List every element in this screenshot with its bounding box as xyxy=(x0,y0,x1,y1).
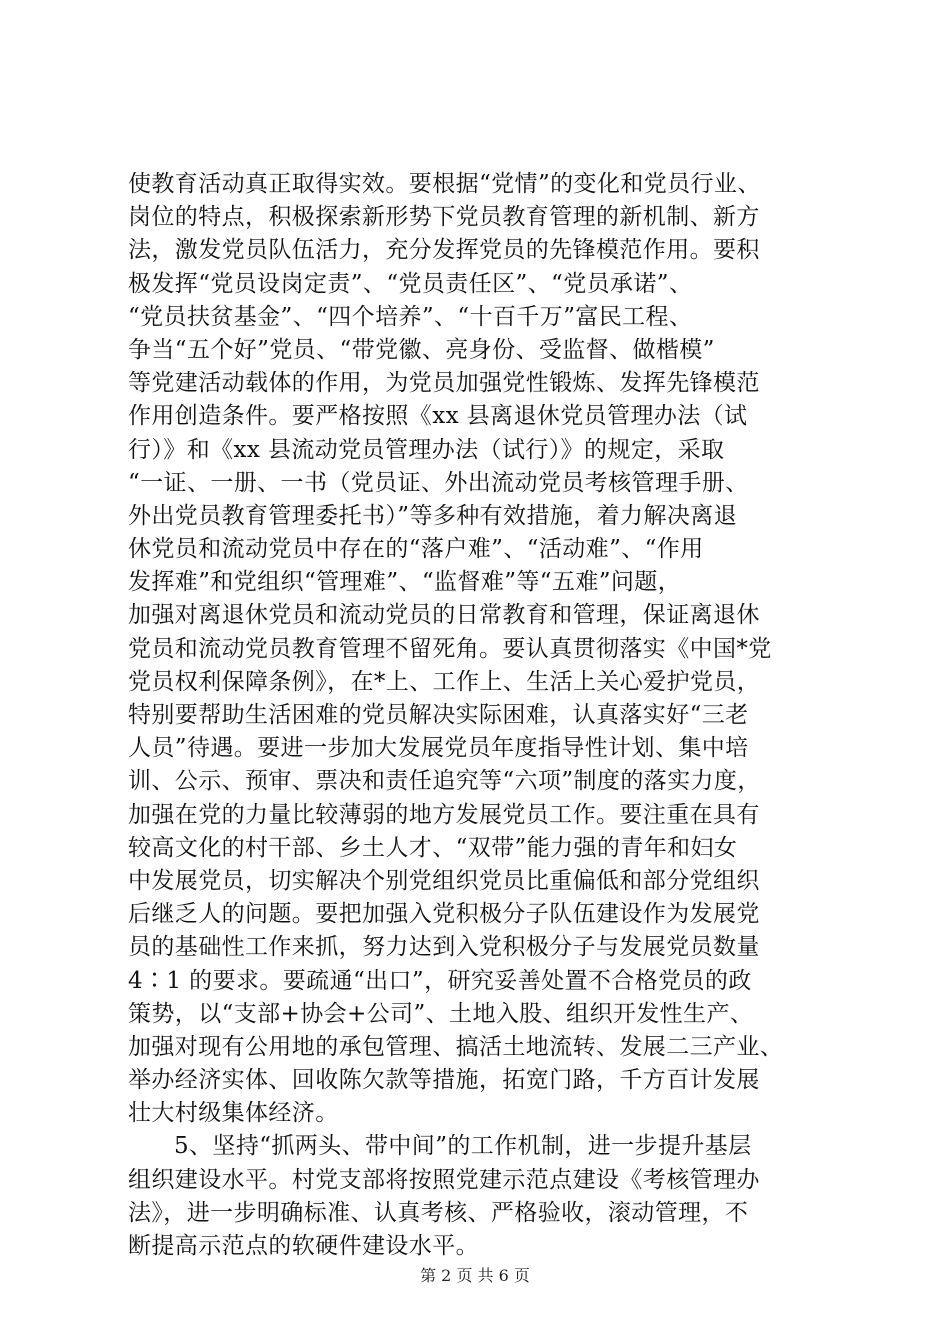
text-line: 岗位的特点，积极探索新形势下党员教育管理的新机制、新方 xyxy=(128,204,760,231)
text-line: 使教育活动真正取得实效。要根据“党情”的变化和党员行业、 xyxy=(128,171,761,197)
text-line: 人员”待遇。要进一步加大发展党员年度指导性计划、集中培 xyxy=(128,735,749,762)
text-line: 特别要帮助生活困难的党员解决实际困难，认真落实好“三老 xyxy=(128,702,749,728)
text-line: 加强对现有公用地的承包管理、搞活土地流转、发展二三产业、 xyxy=(128,1033,784,1060)
text-line: 法，激发党员队伍活力，充分发挥党员的先锋模范作用。要积 xyxy=(128,237,760,264)
text-line: 党员和流动党员教育管理不留死角。要认真贯彻落实《中国*党 xyxy=(128,635,772,662)
text-line: 4∶1 的要求。要疏通“出口”，研究妥善处置不合格党员的政 xyxy=(128,967,752,994)
text-line: 作用创造条件。要严格按照《xx 县离退休党员管理办法（试 xyxy=(128,403,748,430)
text-line: 发挥难”和党组织“管理难”、“监督难”等“五难”问题， xyxy=(128,569,682,596)
text-line: 休党员和流动党员中存在的“落户难”、“活动难”、“作用 xyxy=(128,536,704,563)
text-line: “一证、一册、一书（党员证、外出流动党员考核管理手册、 xyxy=(128,469,749,496)
text-line: 行）》和《xx 县流动党员管理办法（试行）》的规定，采取 xyxy=(128,436,725,463)
text-line: 举办经济实体、回收陈欠款等措施，拓宽门路，千方百计发展 xyxy=(128,1067,760,1094)
text-line: 等党建活动载体的作用，为党员加强党性锻炼、发挥先锋模范 xyxy=(128,370,760,397)
text-line: 外出党员教育管理委托书）”等多种有效措施，着力解决离退 xyxy=(128,502,738,529)
text-line: 法》，进一步明确标准、认真考核、严格验收，滚动管理，不 xyxy=(128,1199,749,1226)
text-line: 策势，以“支部+协会+公司”、土地入股、组织开发性生产、 xyxy=(128,1000,754,1027)
text-line: 训、公示、预审、票决和责任追究等“六项”制度的落实力度， xyxy=(128,768,761,795)
text-line: 5、坚持“抓两头、带中间”的工作机制，进一步提升基层 xyxy=(174,1133,752,1160)
text-line: “党员扶贫基金”、“四个培养”、“十百千万”富民工程、 xyxy=(128,303,693,330)
text-line: 断提高示范点的软硬件建设水平。 xyxy=(128,1233,479,1259)
document-body xyxy=(128,168,828,1263)
text-line: 较高文化的村干部、乡土人才、“双带”能力强的青年和妇女 xyxy=(128,834,738,861)
text-line: 壮大村级集体经济。 xyxy=(128,1100,339,1127)
text-line: 加强对离退休党员和流动党员的日常教育和管理，保证离退休 xyxy=(128,602,760,629)
text-line: 后继乏人的问题。要把加强入党积极分子队伍建设作为发展党 xyxy=(128,901,760,928)
text-line: 争当“五个好”党员、“带党徽、亮身份、受监督、做楷模” xyxy=(128,336,715,363)
text-line: 极发挥“党员设岗定责”、“党员责任区”、“党员承诺”、 xyxy=(128,270,693,297)
text-line: 组织建设水平。村党支部将按照党建示范点建设《考核管理办 xyxy=(128,1166,760,1193)
text-line: 加强在党的力量比较薄弱的地方发展党员工作。要注重在具有 xyxy=(128,801,760,828)
text-line: 党员权利保障条例》，在*上、工作上、生活上关心爱护党员， xyxy=(128,668,761,695)
text-line: 员的基础性工作来抓，努力达到入党积极分子与发展党员数量 xyxy=(128,934,760,961)
text-line: 中发展党员，切实解决个别党组织党员比重偏低和部分党组织 xyxy=(128,867,760,894)
page-footer: 第 2 页 共 6 页 xyxy=(420,1266,530,1285)
